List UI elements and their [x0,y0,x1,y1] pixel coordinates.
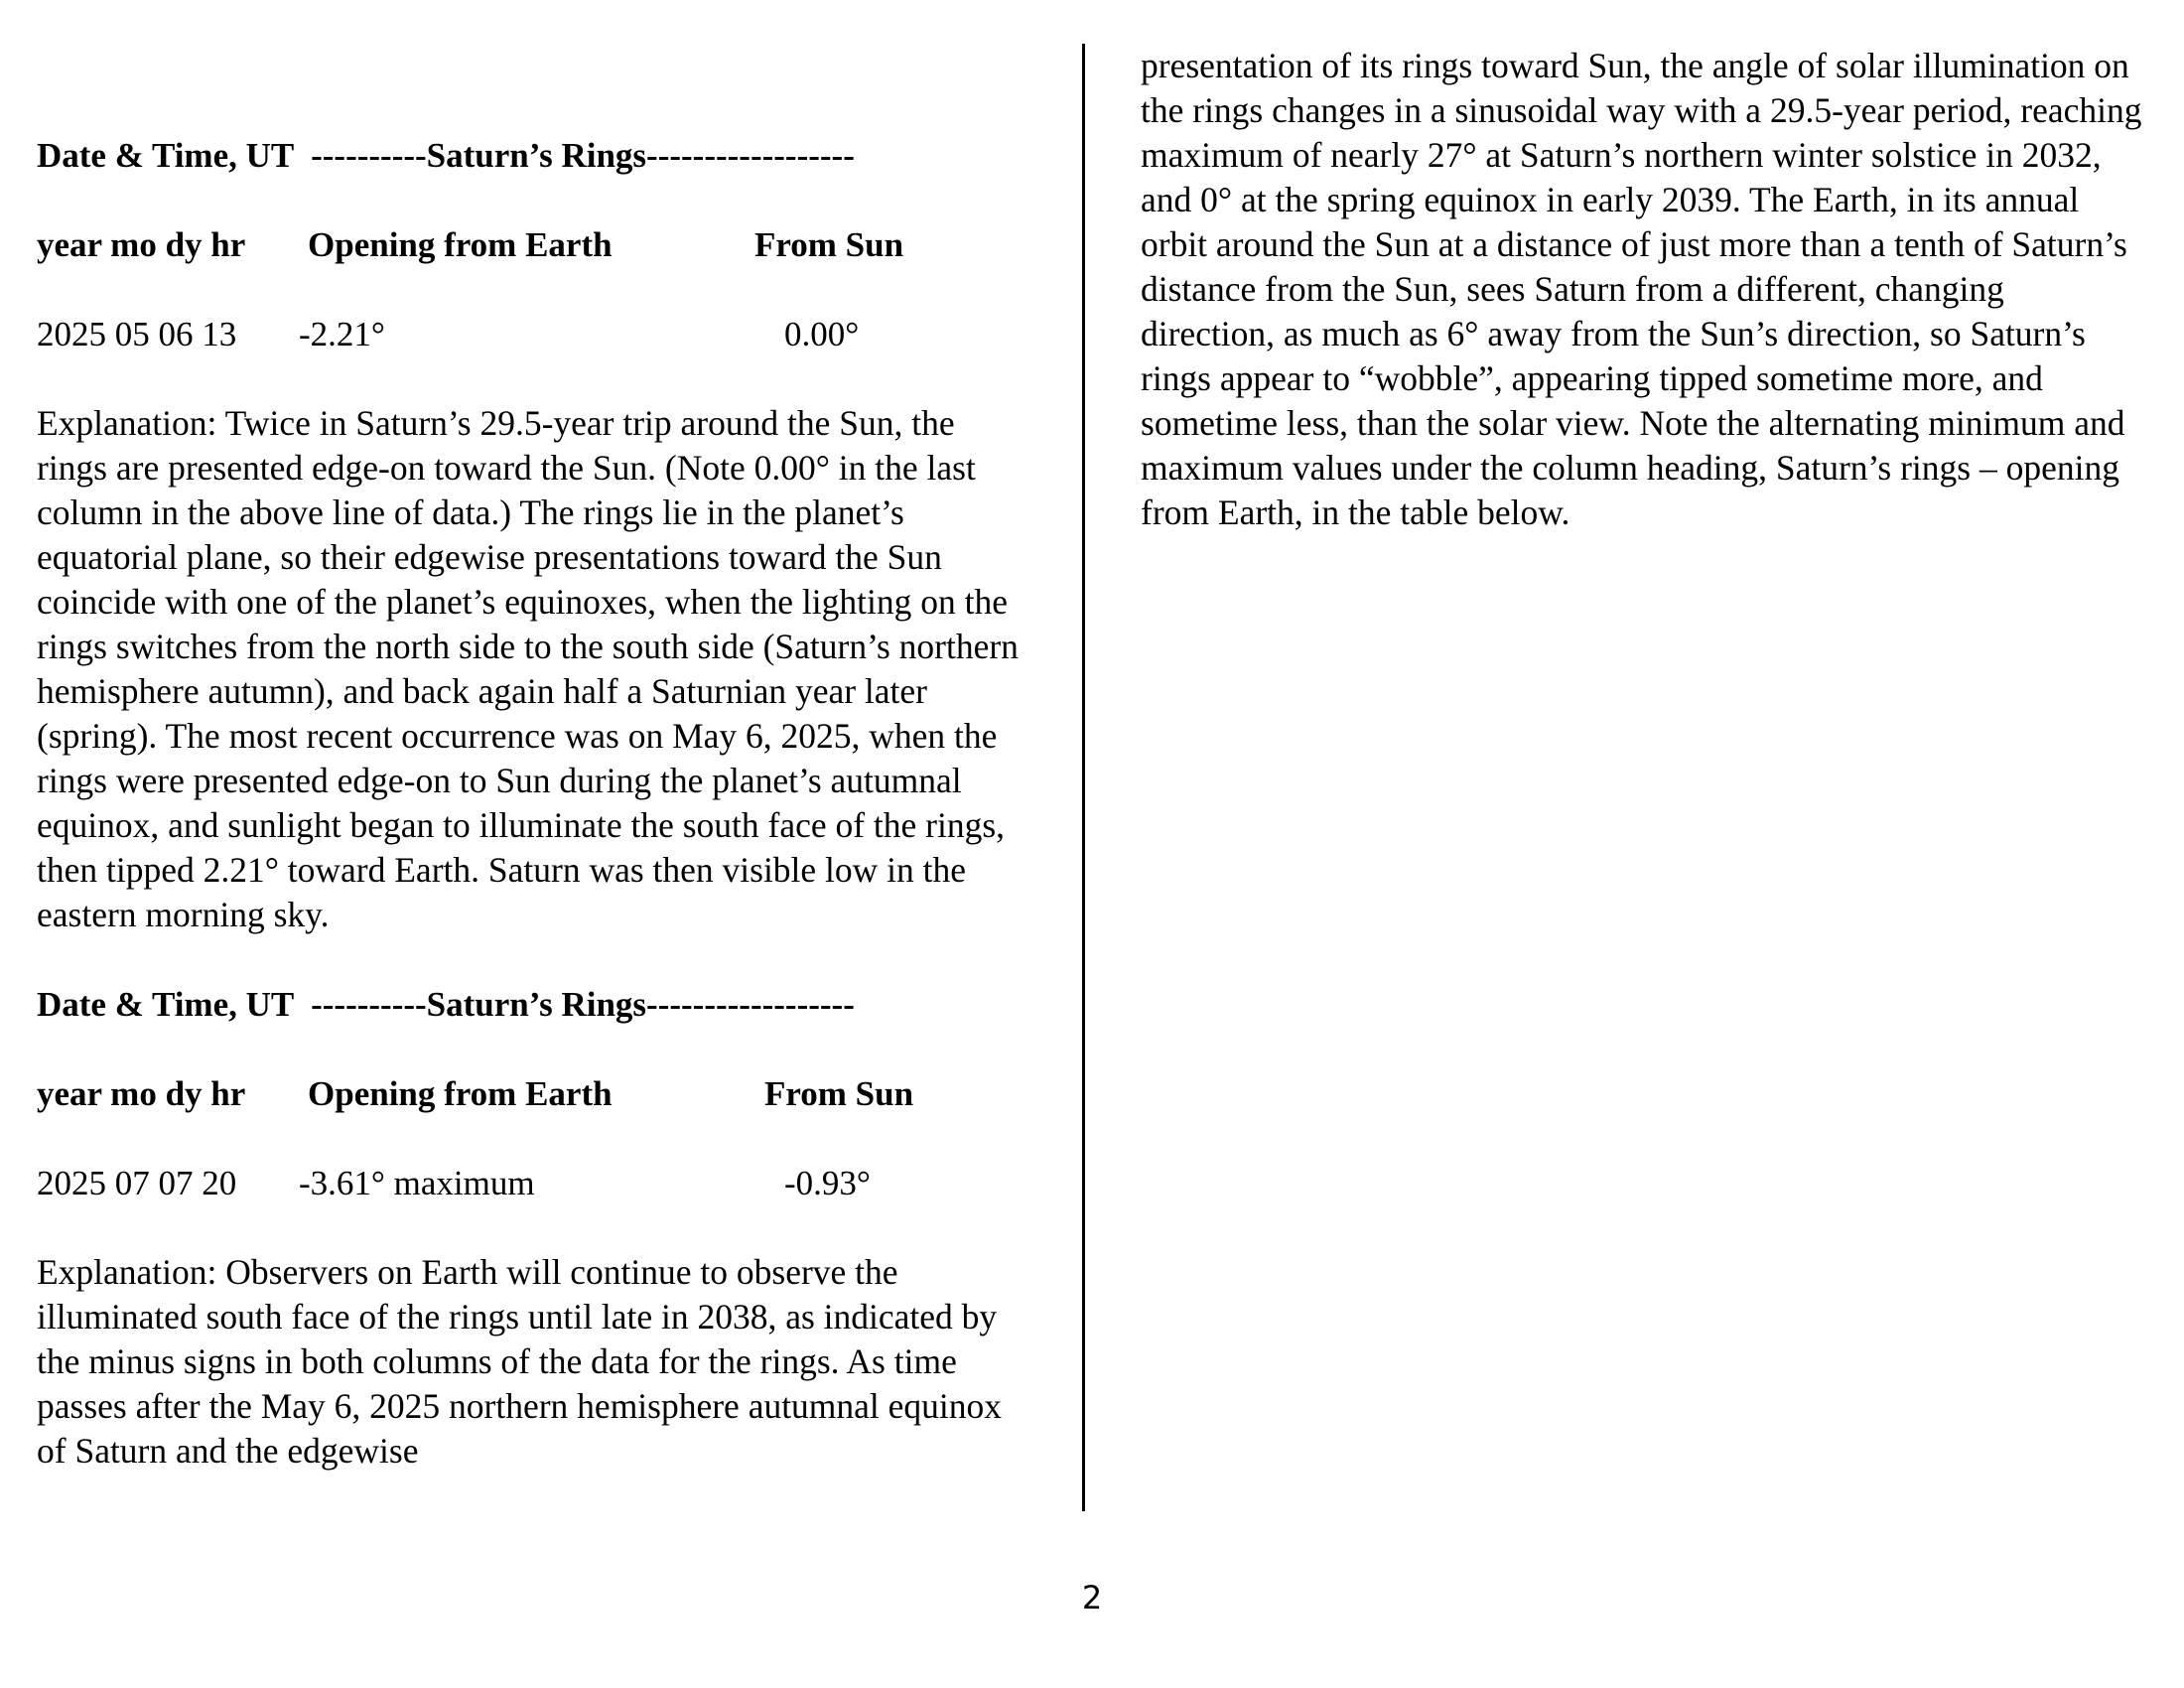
data-date: 2025 07 07 20 [37,1164,237,1202]
table-header-row [37,1071,1029,1116]
table-header-row [37,222,1029,267]
column-header-earth: Opening from Earth [308,1074,613,1113]
continuation-paragraph: presentation of its rings toward Sun, the angle of solar illumination on the rings changes in a sinusoidal way with a 29.5-year period, reaching maximum of nearly 27° at Saturn’s northern winter solstice in 2032, and 0° at the spring equinox in early 2039. The Earth, in its annual orbit around the Sun at a distance of just more than a tenth of Saturn’s distance from the Sun, sees Saturn from a different, changing direction, as much as 6° away from the Sun’s direction, so Saturn’s rings appear to “wobble”, appearing tipped sometime more, and sometime less, than the solar view. Note the alternating minimum and maximum values under the column heading, Saturn’s rings – opening from Earth, in the table below. [1141,46,2142,532]
data-earth-opening: -2.21° [299,315,385,353]
data-sun-opening: -0.93° [784,1164,871,1202]
column-header-sun: From Sun [764,1074,914,1113]
data-sun-opening: 0.00° [784,315,860,353]
column-header-date: year mo dy hr [37,1074,246,1113]
right-column [1141,44,2143,535]
table-data-row [37,1161,1029,1205]
explanation-paragraph: Explanation: Twice in Saturn’s 29.5-year trip around the Sun, the rings are presented edge-on toward the Sun. (Note 0.00° in the last column in the above line of data.) The rings lie in the planet’s equatorial plane, so their edgewise presentations toward the Sun coincide with one of the planet’s equinoxes, when the lighting on the rings switches from the north side to the south side (Saturn’s northern hemisphere autumn), and back again half a Saturnian year later (spring). The most recent occurrence was on May 6, 2025, when the rings were presented edge-on to Sun during the planet’s autumnal equinox, and sunlight began to illuminate the south face of the rings, then tipped 2.21° toward Earth. Saturn was then visible low in the eastern morning sky. [37,403,1019,934]
column-header-date: year mo dy hr [37,225,246,264]
table-data-row [37,312,1029,356]
column-header-earth: Opening from Earth [308,225,613,264]
page-number: 2 [1081,1579,1103,1617]
column-header-sun: From Sun [754,225,904,264]
table-title: Date & Time, UT ----------Saturn’s Rings------------------ [37,136,855,175]
explanation-paragraph: Explanation: Observers on Earth will continue to observe the illuminated south face of the rings until late in 2038, as indicated by the minus signs in both columns of the data for the rings. As time passes after the May 6, 2025 northern hemisphere autumnal equinox of Saturn and the edgewise [37,1252,1003,1471]
data-earth-opening: -3.61° maximum [299,1164,535,1202]
data-date: 2025 05 06 13 [37,315,237,353]
column-divider [1082,44,1085,1511]
table-title: Date & Time, UT ----------Saturn’s Rings------------------ [37,985,855,1024]
left-column [37,133,1029,1474]
